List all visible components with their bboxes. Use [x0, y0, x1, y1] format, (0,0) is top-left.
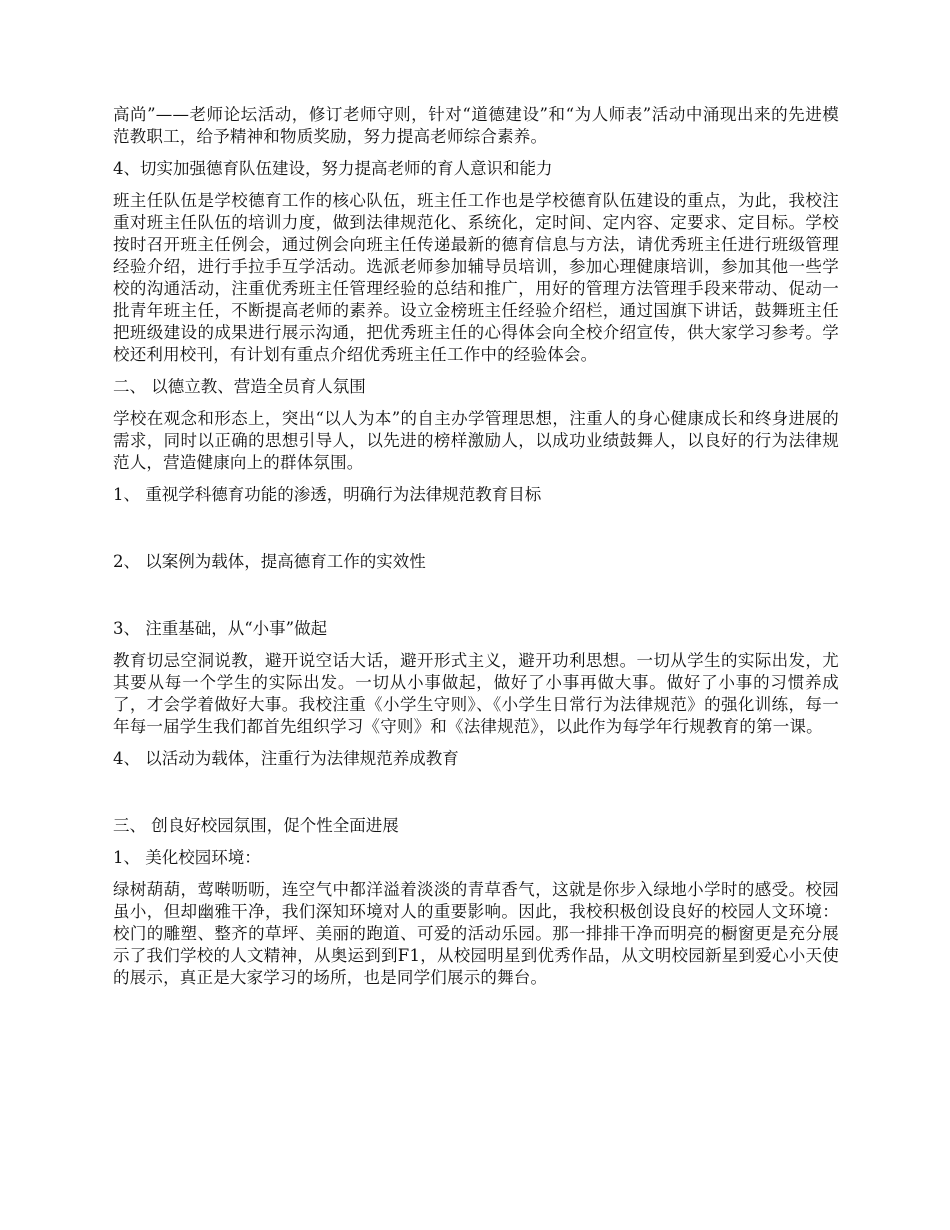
section-heading: 二、 以德立教、营造全员育人氛围: [113, 377, 366, 396]
paragraph: 班主任队伍是学校德育工作的核心队伍，班主任工作也是学校德育队伍建设的重点，为此，我校注重对班主任队伍的培训力度，做到法律规范化、系统化，定时间、定内容、定要求、定目标。学校按时召开班主任例会，通过例会向班主任传递最新的德育信息与方法，请优秀班主任进行班级管理经验介绍，进行手拉手互学活动。选派老师参加辅导员培训，参加心理健康培训，参加其他一些学校的沟通活动，注重优秀班主任管理经验的总结和推广，用好的管理方法管理手段来带动、促动一批青年班主任，不断提高老师的素养。设立金榜班主任经验介绍栏，通过国旗下讲话，鼓舞班主任把班级建设的成果进行展示沟通，把优秀班主任的心得体会向全校介绍宣传，供大家学习参考。学校还利用校刊，有计划有重点介绍优秀班主任工作中的经验体会。: [113, 191, 839, 364]
section-heading: 1、 美化校园环境：: [113, 848, 261, 867]
section-heading: 3、 注重基础，从“小事”做起: [113, 619, 328, 638]
document-page: [113, 104, 839, 989]
section-heading: 1、 重视学科德育功能的渗透，明确行为法律规范教育目标: [113, 485, 542, 504]
section-heading: 2、 以案例为载体，提高德育工作的实效性: [113, 552, 426, 571]
section-heading: 三、 创良好校园氛围，促个性全面进展: [113, 816, 399, 835]
section-heading: 4、切实加强德育队伍建设，努力提高老师的育人意识和能力: [113, 159, 553, 178]
paragraph: 学校在观念和形态上，突出“以人为本”的自主办学管理思想，注重人的身心健康成长和终身进展的需求，同时以正确的思想引导人，以先进的榜样激励人，以成功业绩鼓舞人，以良好的行为法律规范人，营造健康向上的群体氛围。: [113, 409, 839, 472]
paragraph: 绿树葫葫，莺啭呖呖，连空气中都洋溢着淡淡的青草香气，这就是你步入绿地小学时的感受。校园虽小，但却幽雅干净，我们深知环境对人的重要影响。因此，我校积极创设良好的校园人文环境：校门的雕塑、整齐的草坪、美丽的跑道、可爱的活动乐园。那一排排干净而明亮的橱窗更是充分展示了我们学校的人文精神，从奥运到到F1，从校园明星到优秀作品，从文明校园新星到爱心小天使的展示，真正是大家学习的场所，也是同学们展示的舞台。: [113, 880, 839, 987]
section-heading: 4、 以活动为载体，注重行为法律规范养成教育: [113, 749, 459, 768]
paragraph: 高尚”——老师论坛活动，修订老师守则，针对“道德建设”和“为人师表”活动中涌现出来的先进模范教职工，给予精神和物质奖励，努力提高老师综合素养。: [113, 105, 839, 146]
paragraph: 教育切忌空洞说教，避开说空话大话，避开形式主义，避开功利思想。一切从学生的实际出发，尤其要从每一个学生的实际出发。一切从小事做起，做好了小事再做大事。做好了小事的习惯养成了，才会学着做好大事。我校注重《小学生守则》、《小学生日常行为法律规范》的强化训练，每一年每一届学生我们都首先组织学习《守则》和《法律规范》，以此作为每学年行规教育的第一课。: [113, 651, 839, 736]
